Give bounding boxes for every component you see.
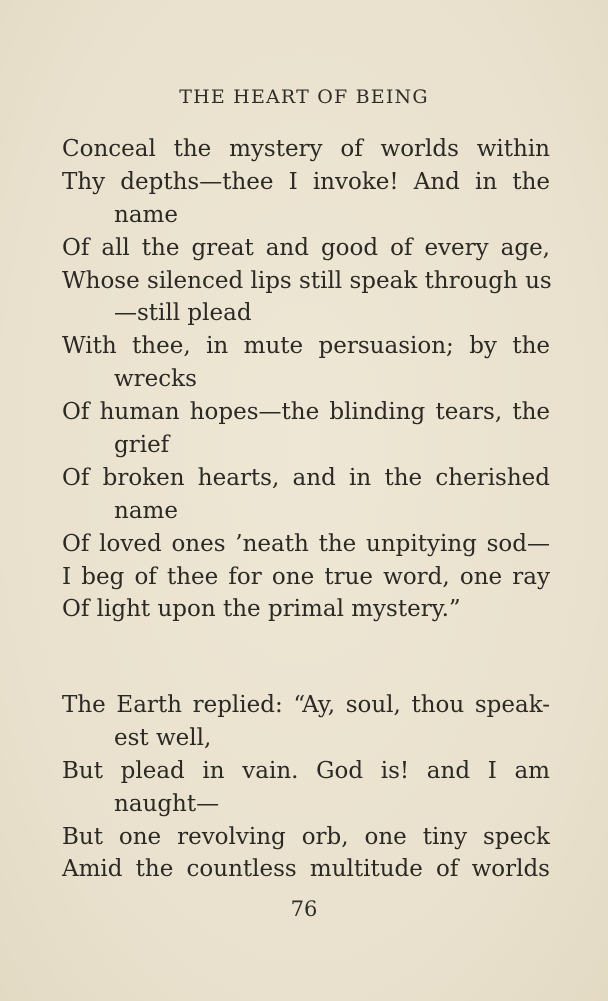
verse-line-continuation: —still plead	[114, 300, 252, 327]
verse-line: The Earth replied: “Ay, soul, thou speak-	[62, 692, 550, 718]
verse-line: Whose silenced lips still speak through us	[62, 267, 552, 294]
verse-line-continuation: grief	[114, 432, 170, 459]
verse-line: Amid the countless multitude of worlds	[62, 856, 550, 883]
stanza-2	[62, 689, 550, 886]
verse-line: Of light upon the primal mystery.”	[62, 596, 461, 623]
verse-line-continuation: naught—	[114, 790, 220, 817]
verse-line: With thee, in mute persuasion; by the	[62, 333, 550, 360]
verse-line: I beg of thee for one true word, one ray	[62, 563, 550, 590]
verse-line: Of human hopes—the blinding tears, the	[62, 399, 550, 426]
verse-line: Of loved ones ’neath the unpitying sod—	[62, 530, 550, 557]
verse-line: Of broken hearts, and in the cherished	[62, 464, 550, 491]
running-header: THE HEART OF BEING	[179, 86, 429, 108]
verse-line-continuation: est well,	[114, 724, 212, 751]
verse-line-continuation: wrecks	[114, 366, 197, 393]
verse-line: But one revolving orb, one tiny speck	[62, 823, 550, 850]
verse-line-continuation: name	[114, 201, 178, 228]
verse-line: Conceal the mystery of worlds within	[62, 136, 550, 162]
stanza-1	[62, 133, 550, 626]
verse-line: Thy depths—thee I invoke! And in the	[62, 168, 550, 195]
verse-line: Of all the great and good of every age,	[62, 234, 550, 261]
verse-line: But plead in vain. God is! and I am	[62, 757, 550, 784]
verse-line-continuation: name	[114, 497, 178, 524]
page-number: 76	[290, 897, 318, 921]
